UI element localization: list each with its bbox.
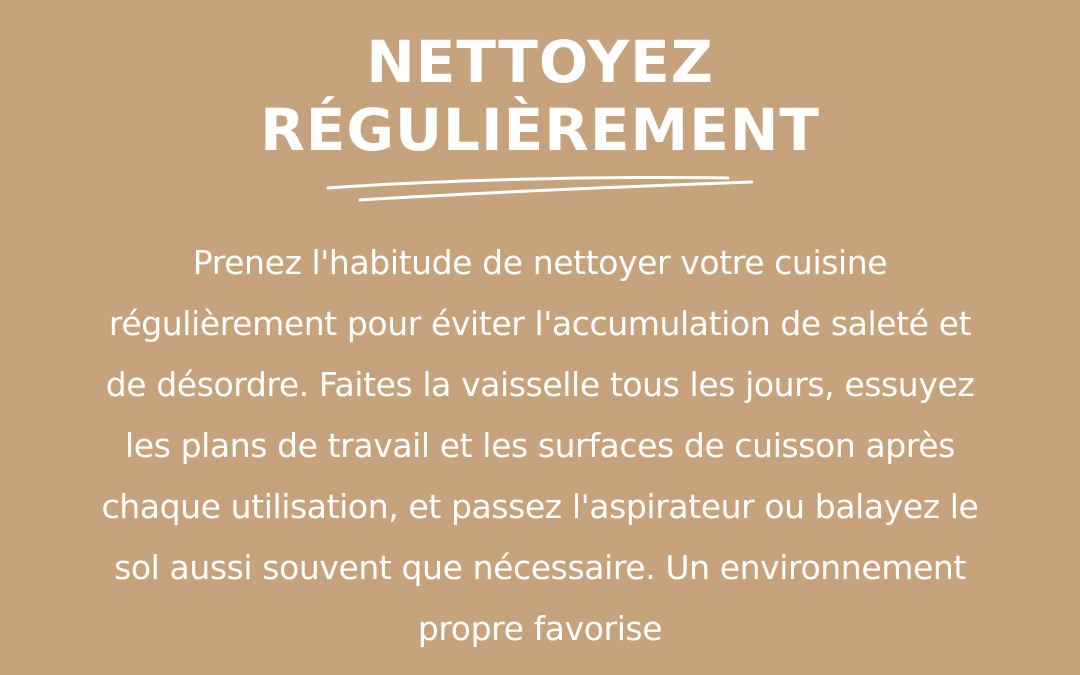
page-title — [0, 28, 1080, 164]
title-line-1: NETTOYEZ — [366, 28, 714, 96]
body-paragraph: Prenez l'habitude de nettoyer votre cuisine régulièrement pour éviter l'accumulation de saleté et de désordre. Faites la vaisselle tous les jours, essuyez les plans de travail et les surfaces de cuisson après chaque utilisation, et passez l'aspirateur ou balayez le sol aussi souvent que nécessaire. Un environnement propre favorise — [101, 243, 979, 648]
title-line-2: RÉGULIÈREMENT — [260, 96, 820, 164]
handdrawn-underline — [320, 170, 760, 210]
